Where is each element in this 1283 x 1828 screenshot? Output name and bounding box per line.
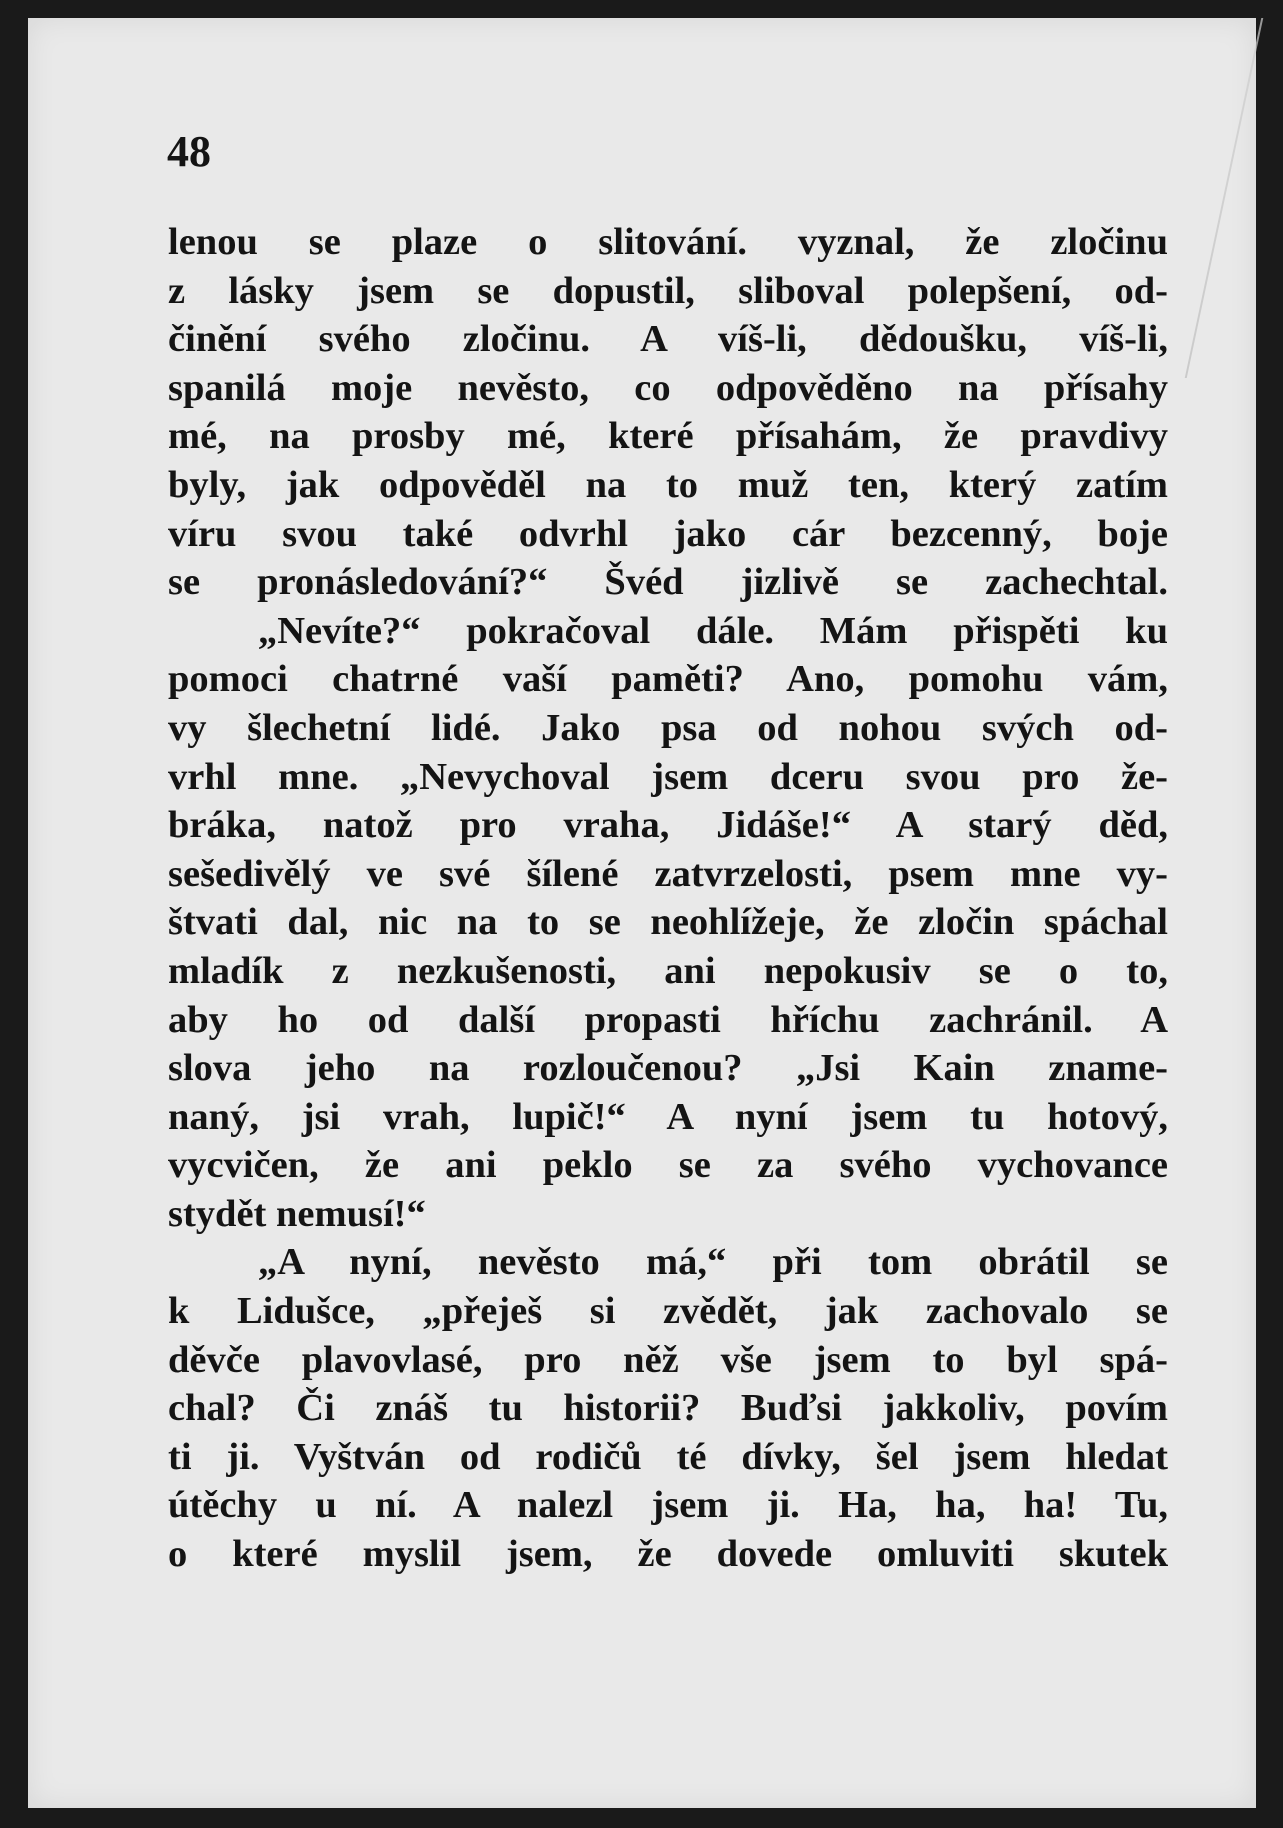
text-line: víru svou také odvrhl jako cár bezcenný, boje — [168, 512, 1168, 555]
text-line: lenou se plaze o slitování. vyznal, že zločinu — [168, 221, 1168, 263]
text-line: útěchy u ní. A nalezl jsem ji. Ha, ha, ha! Tu, — [168, 1484, 1168, 1527]
text-line: vy šlechetní lidé. Jako psa od nohou svých od- — [168, 706, 1168, 749]
text-line: z lásky jsem se dopustil, sliboval polepšení, od- — [168, 269, 1168, 312]
text-line: spanilá moje nevěsto, co odpověděno na přísahy — [168, 366, 1168, 409]
page-text — [168, 218, 1168, 1579]
book-page — [28, 18, 1256, 1808]
text-line: pomoci chatrné vaší paměti? Ano, pomohu vám, — [168, 658, 1168, 701]
text-line: vrhl mne. „Nevychoval jsem dceru svou pro že- — [168, 755, 1168, 798]
text-line: ti ji. Vyštván od rodičů té dívky, šel jsem hledat — [168, 1435, 1168, 1478]
text-line: chal? Či znáš tu historii? Buďsi jakkoliv, povím — [168, 1387, 1168, 1430]
text-line: vycvičen, že ani peklo se za svého vychovance — [168, 1144, 1168, 1187]
page-number: 48 — [167, 127, 211, 176]
text-line: děvče plavovlasé, pro něž vše jsem to byl spá- — [168, 1338, 1168, 1381]
text-line: stydět nemusí!“ — [168, 1192, 426, 1235]
text-line: sešedivělý ve své šílené zatvrzelosti, psem mne vy- — [168, 852, 1168, 895]
text-line: naný, jsi vrah, lupič!“ A nyní jsem tu hotový, — [168, 1095, 1168, 1138]
text-line: se pronásledování?“ Švéd jizlivě se zachechtal. — [168, 561, 1168, 604]
text-line: mé, na prosby mé, které přísahám, že pravdivy — [168, 415, 1168, 458]
text-line: činění svého zločinu. A víš-li, dědoušku, víš-li, — [168, 318, 1168, 361]
text-line: o které myslil jsem, že dovede omluviti skutek — [168, 1533, 1168, 1576]
text-line: mladík z nezkušenosti, ani nepokusiv se o to, — [168, 949, 1168, 992]
text-line: slova jeho na rozloučenou? „Jsi Kain zname- — [168, 1047, 1168, 1090]
text-line: „Nevíte?“ pokračoval dále. Mám přispěti ku — [258, 609, 1168, 652]
text-line: aby ho od další propasti hříchu zachránil. A — [168, 998, 1168, 1041]
text-line: byly, jak odpověděl na to muž ten, který zatím — [168, 463, 1168, 506]
text-line: bráka, natož pro vraha, Jidáše!“ A starý děd, — [168, 804, 1168, 847]
page-fold-line — [1185, 18, 1264, 378]
text-line: štvati dal, nic na to se neohlížeje, že zločin spáchal — [168, 901, 1168, 944]
text-line: k Lidušce, „přeješ si zvědět, jak zachovalo se — [168, 1290, 1168, 1333]
text-line: „A nyní, nevěsto má,“ při tom obrátil se — [258, 1241, 1168, 1284]
